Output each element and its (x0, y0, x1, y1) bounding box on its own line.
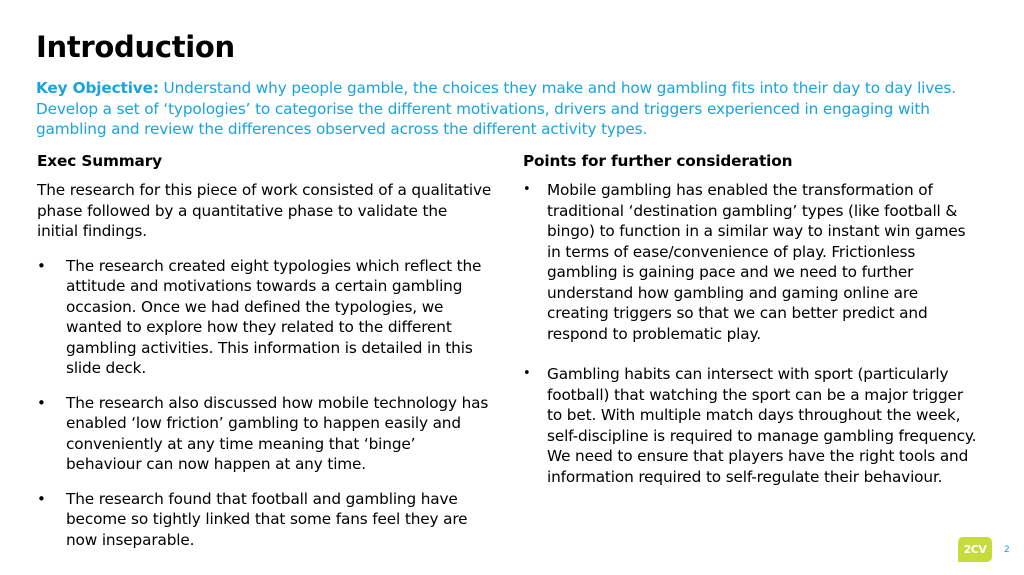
bullet-icon: • (37, 256, 46, 275)
bullet-text: The research created eight typologies which reflect the attitude and motivations towards a certain gambling occasion. Once we had defined the typologies, we wanted to explore how they related to the different gambling activities. This information is detailed in this slide deck. (66, 256, 482, 377)
bullet-icon: • (37, 489, 46, 508)
bullet-text: Mobile gambling has enabled the transformation of traditional ‘destination gambling’ types (like football & bingo) to function in a similar way to instant win games in terms of ease/convenience of play. Frictionless gambling is gaining pace and we need to further understand how gambling and gaming online are creating triggers so that we can better predict and respond to problematic play. (547, 181, 966, 343)
page-number: 2 (1004, 545, 1010, 555)
bullet-text: The research also discussed how mobile technology has enabled ‘low friction’ gambling to happen easily and conveniently at any time meaning that ‘binge’ behaviour can now happen at any time. (66, 393, 489, 473)
bullet-icon: • (37, 393, 46, 412)
exec-summary-list (37, 256, 492, 551)
further-consideration-list (523, 180, 978, 487)
further-consideration-heading: Points for further consideration (523, 152, 793, 170)
further-consideration-column (523, 150, 978, 507)
list-item (523, 180, 978, 344)
bullet-icon: • (523, 366, 531, 381)
exec-summary-heading: Exec Summary (37, 152, 162, 170)
key-objective-label: Key Objective: (36, 79, 159, 97)
list-item (523, 364, 978, 487)
slide-title: Introduction (36, 30, 235, 64)
exec-summary-column (37, 150, 492, 564)
bullet-text: Gambling habits can intersect with sport (particularly football) that watching the sport can be a major trigger to bet. With multiple match days throughout the week, self-discipline is required to manage gambling frequency. We need to ensure that players have the right tools and information required to self-regulate their behaviour. (547, 365, 977, 486)
list-item (37, 256, 492, 379)
key-objective (36, 78, 1001, 140)
list-item (37, 489, 492, 551)
exec-summary-intro: The research for this piece of work consisted of a qualitative phase followed by a quantitative phase to validate the initial findings. (37, 181, 492, 240)
bullet-text: The research found that football and gambling have become so tightly linked that some fans feel they are now inseparable. (66, 489, 468, 549)
bullet-icon: • (523, 182, 531, 197)
key-objective-text: Understand why people gamble, the choices they make and how gambling fits into their day to day lives. Develop a set of ‘typologies’ to categorise the different motivations, drivers and triggers experienced in engaging with gambling and review the differences observed across the different activity types. (36, 79, 956, 138)
list-item (37, 393, 492, 475)
company-logo: 2CV (958, 537, 992, 562)
